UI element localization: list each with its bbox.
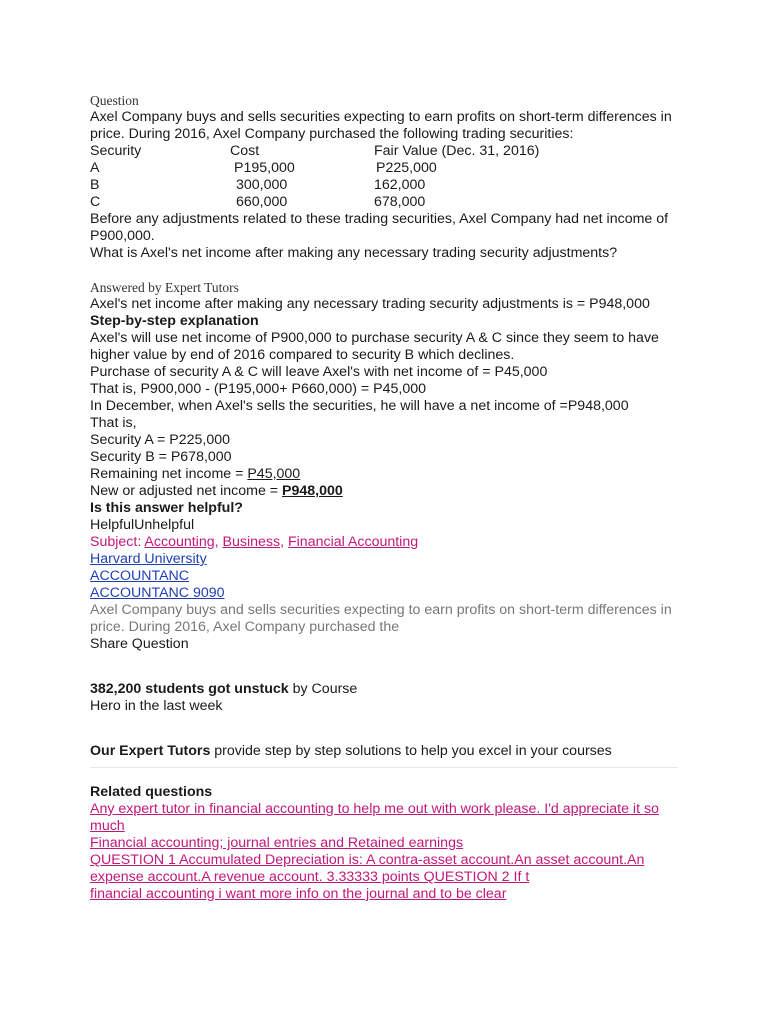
table-row xyxy=(90,194,539,211)
header-security: Security xyxy=(90,143,142,159)
question-ask: What is Axel's net income after making any necessary trading security adjustments? xyxy=(90,245,618,261)
explanation-heading: Step-by-step explanation xyxy=(90,313,259,329)
content xyxy=(90,92,680,903)
unhelpful-button[interactable]: Unhelpful xyxy=(134,517,195,533)
cell-fair-value: 678,000 xyxy=(374,194,426,210)
cell-fair-value: 162,000 xyxy=(374,177,426,193)
school-link[interactable]: Harvard University xyxy=(90,551,207,567)
course-link[interactable]: ACCOUNTANC xyxy=(90,568,190,584)
remaining-income-value: P45,000 xyxy=(247,466,301,482)
header-cost: Cost xyxy=(230,143,260,159)
stats-count: 382,200 students got unstuck xyxy=(90,681,289,697)
table-header-row xyxy=(90,143,539,160)
related-question-link[interactable]: financial accounting i want more info on the journal and to be clear xyxy=(90,886,507,902)
table-row xyxy=(90,177,539,194)
cell-security: B xyxy=(90,177,100,193)
explanation-line: Security B = P678,000 xyxy=(90,449,232,465)
explanation-line: Purchase of security A & C will leave Axel's with net income of = P45,000 xyxy=(90,364,548,380)
remaining-income-line xyxy=(90,466,680,483)
cell-cost: 660,000 xyxy=(236,194,288,210)
tutors-rest: provide step by step solutions to help you excel in your courses xyxy=(210,743,612,759)
cell-security: A xyxy=(90,160,100,176)
adjusted-income-label: New or adjusted net income = xyxy=(90,483,283,499)
stats-line xyxy=(90,681,680,698)
answer-summary: Axel's net income after making any necessary trading security adjustments is = P948,000 xyxy=(90,296,650,312)
related-heading: Related questions xyxy=(90,784,213,800)
securities-table xyxy=(90,143,539,211)
tutors-bold: Our Expert Tutors xyxy=(90,743,211,759)
question-preview: Axel Company buys and sells securities expecting to earn profits on short-term differences in price. During 2016, Axel Company purchased the xyxy=(90,602,672,635)
helpful-button[interactable]: Helpful xyxy=(90,517,135,533)
cell-security: C xyxy=(90,194,101,210)
question-context: Before any adjustments related to these trading securities, Axel Company had net income of P900,000. xyxy=(90,211,669,244)
stats-rest: by Course xyxy=(288,681,358,697)
tutors-line xyxy=(90,743,680,760)
explanation-line: That is, xyxy=(90,415,137,431)
question-heading: Question xyxy=(90,93,139,108)
explanation-line: Axel's will use net income of P900,000 to purchase security A & C since they seem to have higher value by end of 2016 compared to security B which declines. xyxy=(90,330,659,363)
share-question-button[interactable]: Share Question xyxy=(90,636,189,652)
related-question-link[interactable]: Any expert tutor in financial accounting to help me out with work please. I'd appreciate it so much xyxy=(90,801,659,834)
subject-label: Subject: xyxy=(90,534,145,550)
answer-heading: Answered by Expert Tutors xyxy=(90,280,239,295)
adjusted-income-line xyxy=(90,483,680,500)
adjusted-income-value: P948,000 xyxy=(282,483,343,499)
related-question-link[interactable]: Financial accounting; journal entries and Retained earnings xyxy=(90,835,464,851)
feedback-prompt: Is this answer helpful? xyxy=(90,500,243,516)
feedback-buttons xyxy=(90,517,680,534)
subject-link-accounting[interactable]: Accounting xyxy=(144,534,215,550)
cell-cost: 300,000 xyxy=(236,177,288,193)
table-row xyxy=(90,160,539,177)
subject-link-business[interactable]: Business xyxy=(222,534,281,550)
subject-line: Subject: Accounting, Business, Financial Accounting xyxy=(90,534,419,550)
cell-fair-value: P225,000 xyxy=(376,160,437,176)
cell-cost: P195,000 xyxy=(234,160,295,176)
question-paragraph: Axel Company buys and sells securities expecting to earn profits on short-term differences in price. During 2016, Axel Company purchased the following trading securities: xyxy=(90,109,672,142)
explanation-line: Security A = P225,000 xyxy=(90,432,231,448)
related-question-link[interactable]: QUESTION 1 Accumulated Depreciation is: A contra-asset account.An asset account.An expense account.A revenue account. 3.33333 points QUESTION 2 If t xyxy=(90,852,645,885)
course-code-link[interactable]: ACCOUNTANC 9090 xyxy=(90,585,225,601)
header-fair-value: Fair Value (Dec. 31, 2016) xyxy=(374,143,540,159)
explanation-line: That is, P900,000 - (P195,000+ P660,000) = P45,000 xyxy=(90,381,427,397)
remaining-income-label: Remaining net income = xyxy=(90,466,248,482)
stats-line-2: Hero in the last week xyxy=(90,698,223,714)
subject-link-financial-accounting[interactable]: Financial Accounting xyxy=(287,534,419,550)
explanation-line: In December, when Axel's sells the securities, he will have a net income of =P948,000 xyxy=(90,398,629,414)
